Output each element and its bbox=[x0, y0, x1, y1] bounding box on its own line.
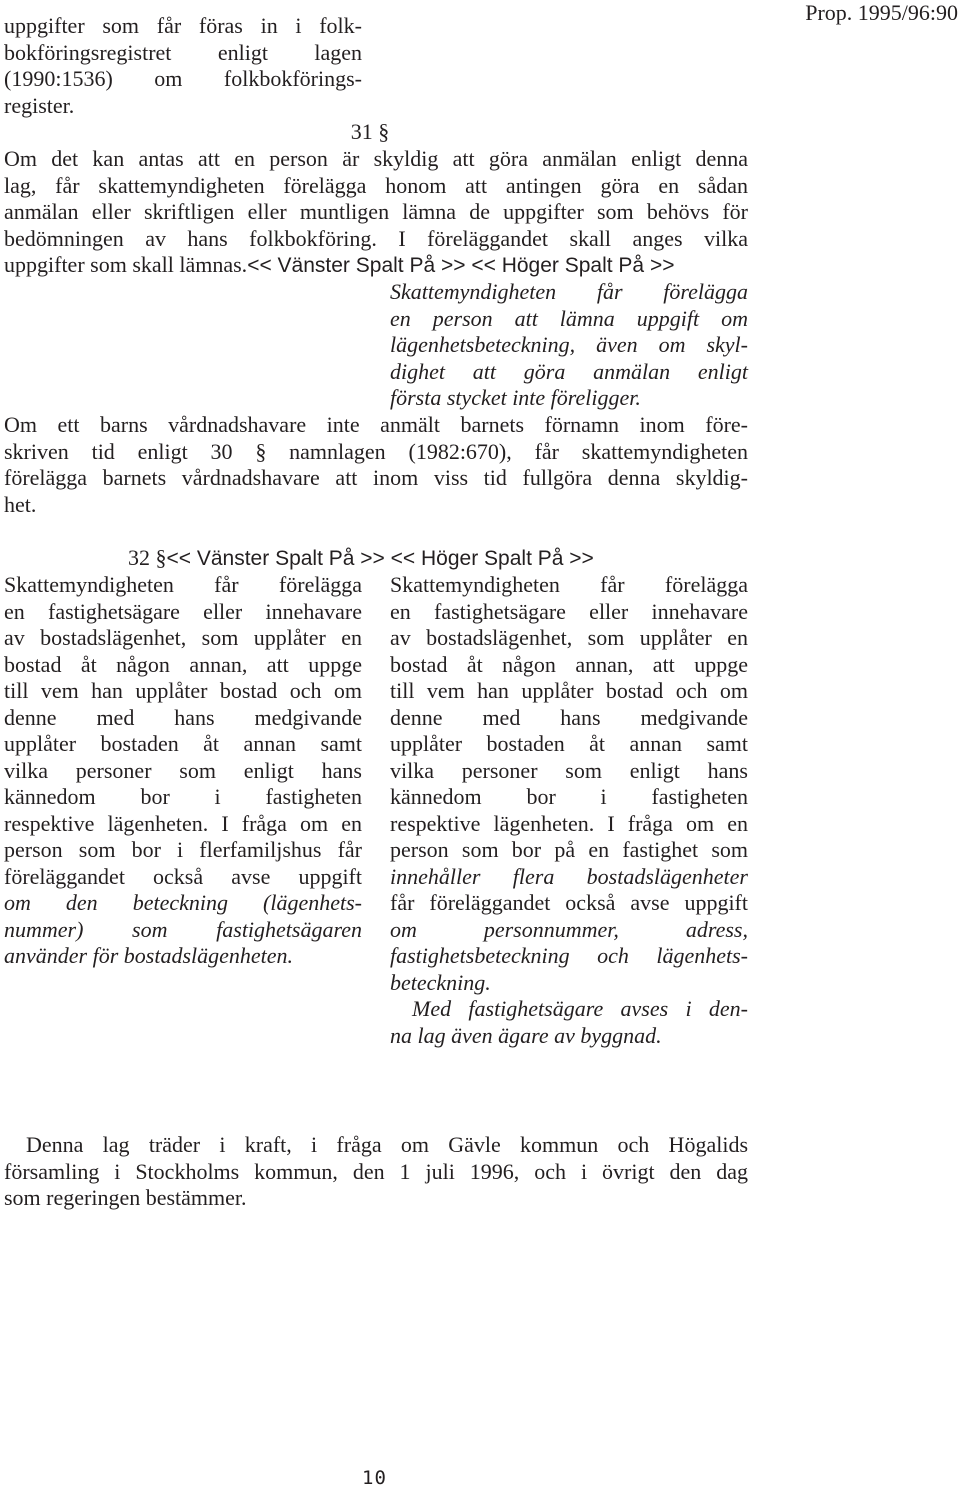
right-column-line: om personnummer, adress, bbox=[390, 916, 748, 942]
intro-line: bokföringsregistret enligt lagen bbox=[4, 39, 362, 65]
amendment-line: Skattemyndigheten får förelägga bbox=[390, 279, 748, 304]
left-column-line: av bostadslägenhet, som upplåter en bbox=[4, 625, 362, 650]
left-column-line: upplåter bostaden åt annan samt bbox=[4, 731, 362, 756]
prop-reference-text: Prop. 1995/96:90 bbox=[805, 0, 958, 25]
left-column-line: använder för bostadslägenheten. bbox=[4, 943, 294, 968]
right-column-line: får föreläggandet också avse uppgift bbox=[390, 890, 748, 915]
left-column-line: vilka personer som enligt hans bbox=[4, 757, 362, 783]
paragraph-line: Om ett barns vårdnadshavare inte anmält barnets förnamn inom före- bbox=[4, 412, 748, 437]
paragraph-line: bedömningen av hans folkbokföring. I föreläggandet skall anges vilka bbox=[4, 225, 748, 251]
left-column-line: Skattemyndigheten får förelägga bbox=[4, 572, 362, 597]
right-column-line: vilka personer som enligt hans bbox=[390, 757, 748, 783]
left-column-line: nummer) som fastighetsägaren bbox=[4, 916, 362, 942]
right-column-line: kännedom bor i fastigheten bbox=[390, 784, 748, 809]
right-column-line: innehåller flera bostadslägenheter bbox=[390, 863, 748, 889]
paragraph-line bbox=[4, 252, 748, 280]
column-markers: << Vänster Spalt På >> << Höger Spalt På >> bbox=[247, 254, 675, 277]
closing-paragraph bbox=[4, 1132, 748, 1212]
right-column-line: en fastighetsägare eller innehavare bbox=[390, 598, 748, 624]
right-column-line: person som bor på en fastighet som bbox=[390, 837, 748, 862]
left-column-line: till vem han upplåter bostad och om bbox=[4, 678, 362, 703]
left-column-line: denne med hans medgivande bbox=[4, 704, 362, 730]
paragraph-line: Om det kan antas att en person är skyldig att göra anmälan enligt denna bbox=[4, 146, 748, 171]
section-32-heading bbox=[128, 545, 594, 573]
page-number: 10 bbox=[362, 1467, 387, 1489]
paragraph-line: anmälan eller skriftligen eller muntligen lämna de uppgifter som behövs för bbox=[4, 199, 748, 224]
right-column-line: Skattemyndigheten får förelägga bbox=[390, 572, 748, 597]
paragraph-line: förelägga barnets vårdnadshavare att inom viss tid fullgöra denna skyldig- bbox=[4, 465, 748, 490]
section-31-right-column bbox=[390, 279, 748, 412]
right-column-line: Med fastighetsägare avses i den- bbox=[412, 996, 748, 1021]
paragraph-line: skriven tid enligt 30 § namnlagen (1982:670), får skattemyndigheten bbox=[4, 438, 748, 464]
right-column-line: denne med hans medgivande bbox=[390, 704, 748, 730]
amendment-line: en person att lämna uppgift om bbox=[390, 305, 748, 331]
right-column-line: na lag även ägare av byggnad. bbox=[390, 1022, 662, 1048]
right-column-line: respektive lägenheten. I fråga om en bbox=[390, 810, 748, 836]
closing-line: som regeringen bestämmer. bbox=[4, 1185, 247, 1210]
left-column-line: en fastighetsägare eller innehavare bbox=[4, 598, 362, 624]
paragraph-line: lag, får skattemyndigheten förelägga honom att antingen göra en sådan bbox=[4, 172, 748, 198]
section-31-paragraph-2 bbox=[4, 412, 748, 518]
section-31-heading: 31 § bbox=[350, 119, 390, 144]
right-column-line: av bostadslägenhet, som upplåter en bbox=[390, 625, 748, 650]
amendment-line: första stycket inte föreligger. bbox=[390, 385, 641, 410]
left-column-line: kännedom bor i fastigheten bbox=[4, 784, 362, 809]
intro-line: (1990:1536) om folkbokförings- bbox=[4, 66, 362, 91]
right-column-line: bostad åt någon annan, att uppge bbox=[390, 651, 748, 677]
intro-line: uppgifter som får föras in i folk- bbox=[4, 13, 362, 38]
left-column-line: respektive lägenheten. I fråga om en bbox=[4, 810, 362, 836]
amendment-line: dighet att göra anmälan enligt bbox=[390, 358, 748, 384]
right-column-line: till vem han upplåter bostad och om bbox=[390, 678, 748, 703]
left-column-line: person som bor i flerfamiljshus får bbox=[4, 837, 362, 862]
closing-line: församling i Stockholms kommun, den 1 juli 1996, och i övrigt den dag bbox=[4, 1158, 748, 1184]
right-column-line: fastighetsbeteckning och lägenhets- bbox=[390, 943, 748, 968]
section-32-left-column bbox=[4, 572, 362, 970]
left-column-line: bostad åt någon annan, att uppge bbox=[4, 651, 362, 677]
prop-reference bbox=[805, 0, 958, 27]
amendment-line: lägenhetsbeteckning, även om skyl- bbox=[390, 332, 748, 357]
left-column-line: om den beteckning (lägenhets- bbox=[4, 890, 362, 915]
left-column-line: föreläggandet också avse uppgift bbox=[4, 863, 362, 889]
section-32-right-column bbox=[390, 572, 748, 1049]
intro-fragment bbox=[4, 13, 362, 119]
paragraph-line: het. bbox=[4, 491, 37, 517]
intro-line: register. bbox=[4, 92, 75, 118]
right-column-line: beteckning. bbox=[390, 969, 491, 995]
section-31-paragraph-1 bbox=[4, 146, 748, 280]
closing-line: Denna lag träder i kraft, i fråga om Gävle kommun och Högalids bbox=[26, 1132, 748, 1157]
paragraph-line-text: uppgifter som skall lämnas. bbox=[4, 252, 248, 277]
column-markers: << Vänster Spalt På >> << Höger Spalt På >> bbox=[166, 547, 594, 570]
section-32-number: 32 § bbox=[128, 545, 167, 570]
right-column-line: upplåter bostaden åt annan samt bbox=[390, 731, 748, 756]
